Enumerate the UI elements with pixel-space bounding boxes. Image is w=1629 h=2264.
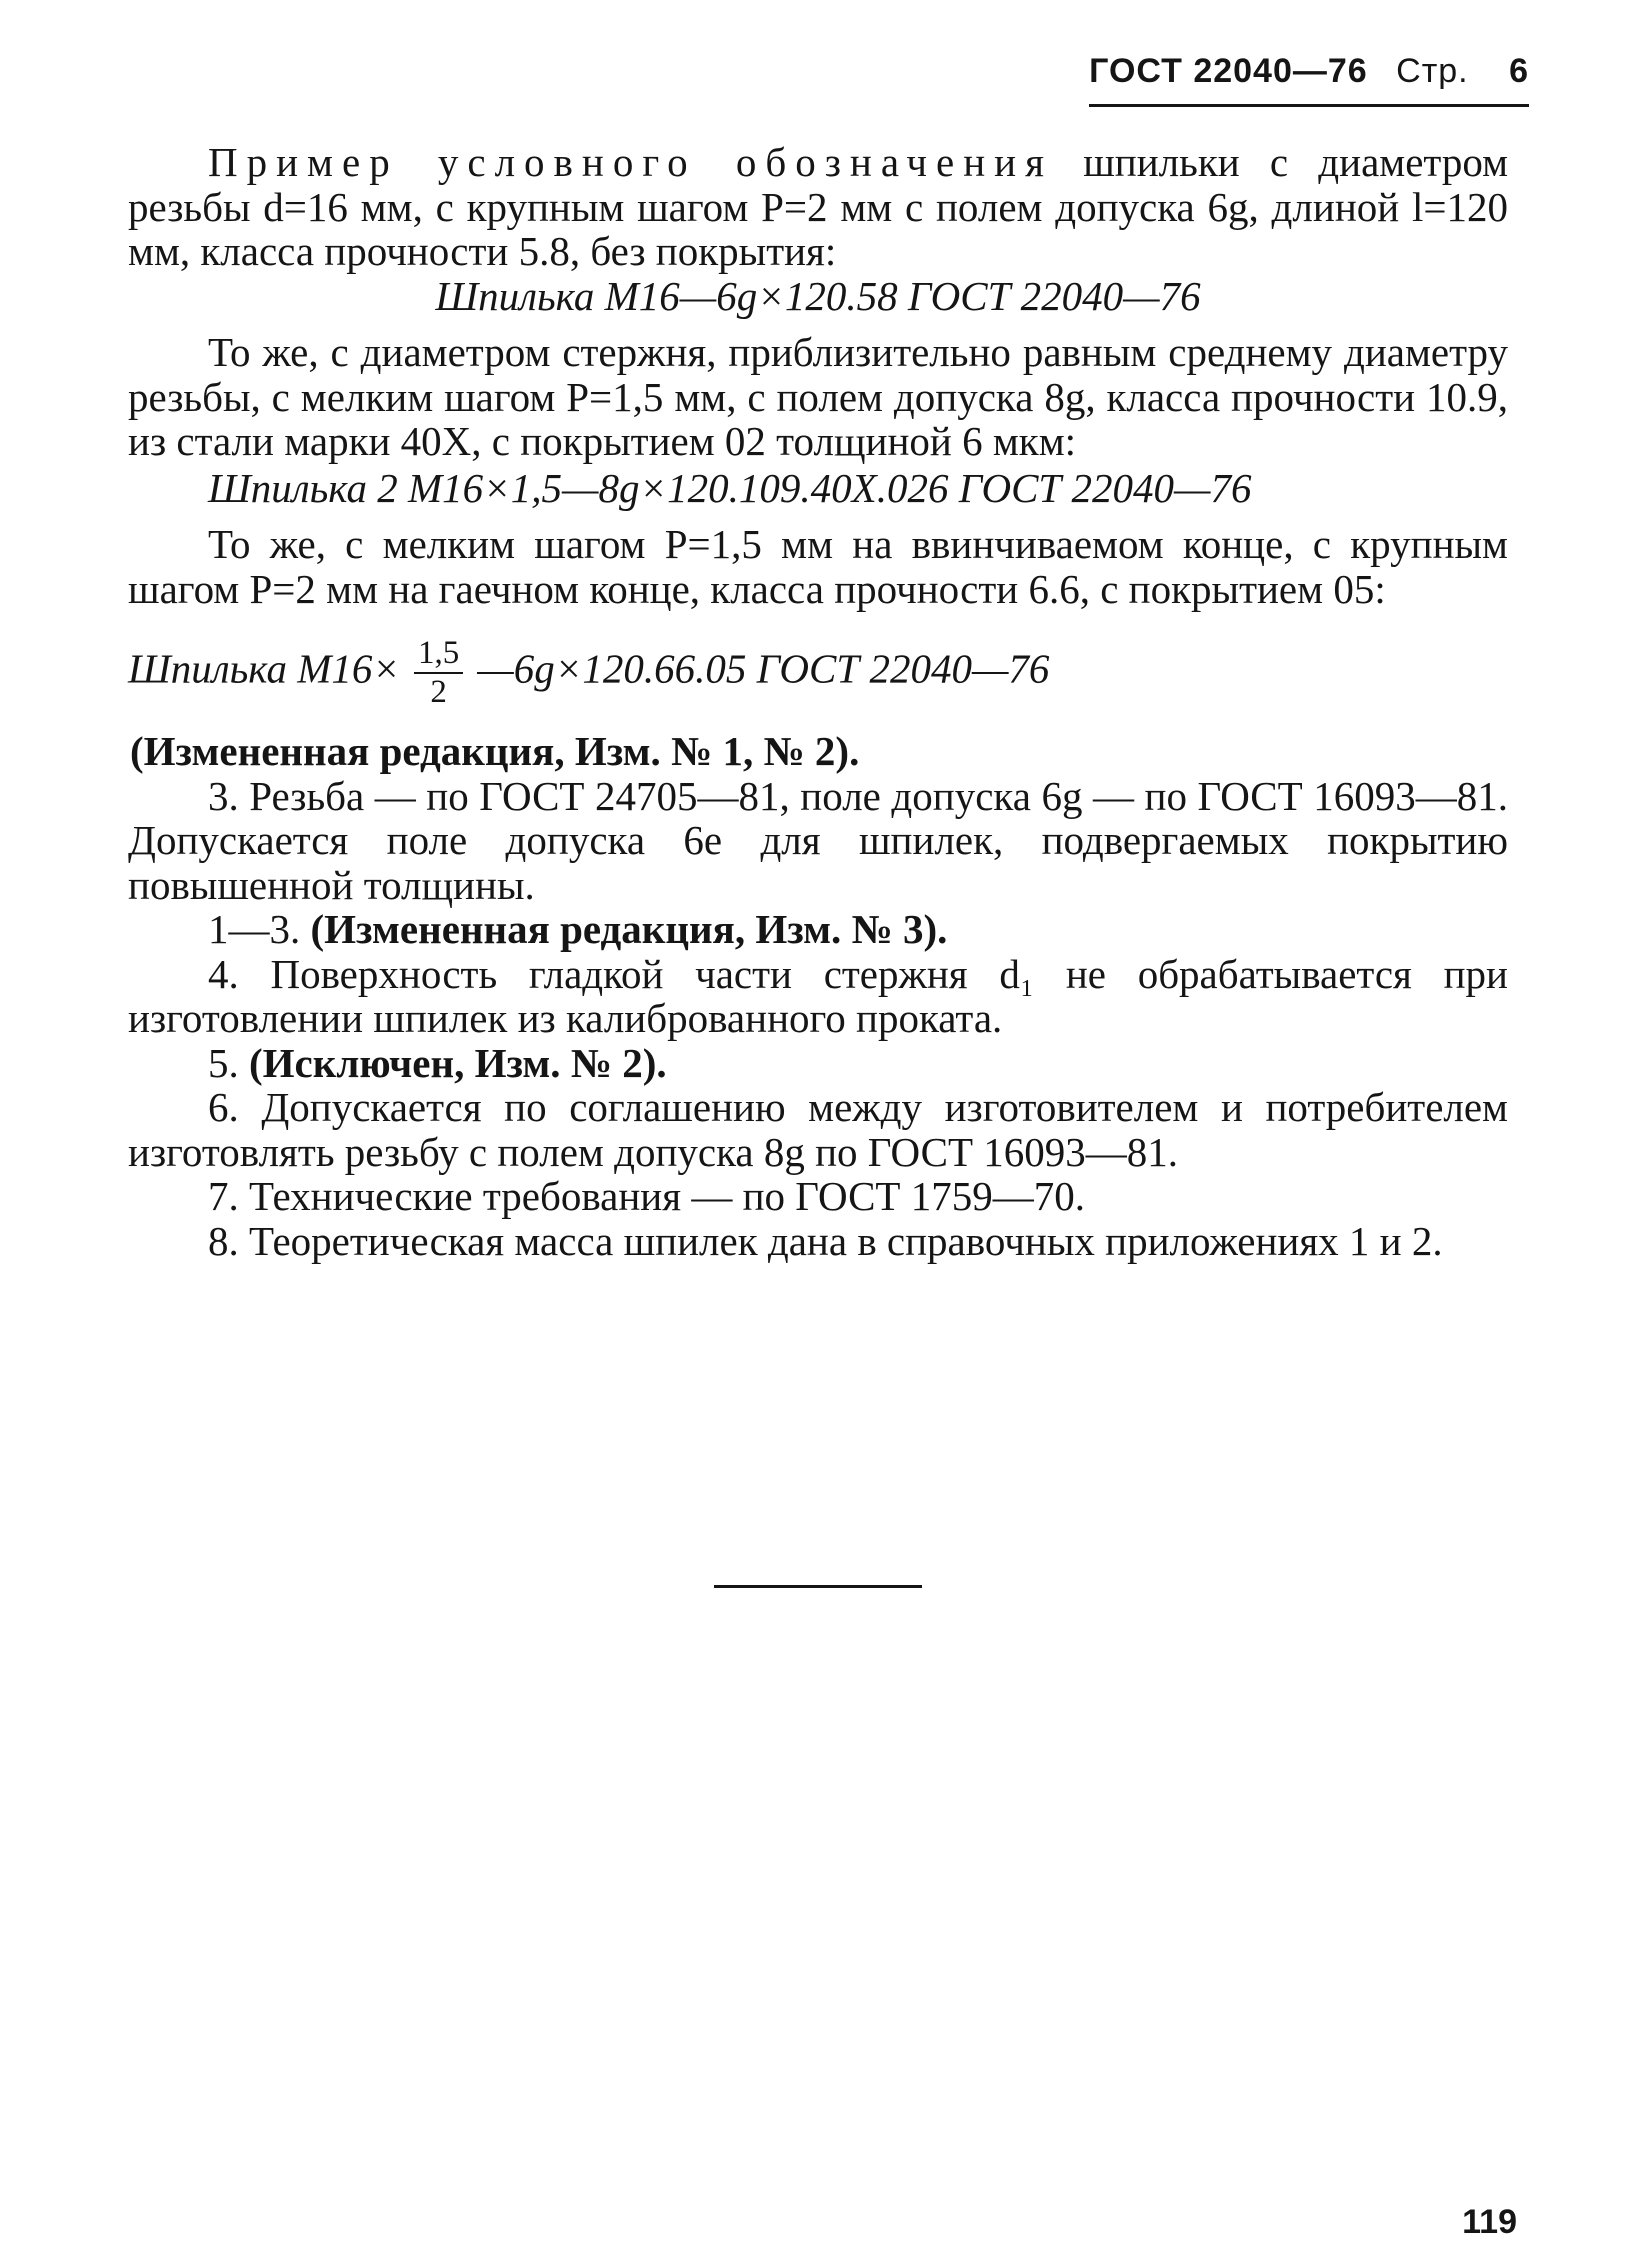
fraction-numerator: 1,5 [414,637,463,674]
item-7: 7. Технические требования — по ГОСТ 1759—70. [208,1173,1085,1219]
footer-page-number: 119 [1462,2203,1517,2241]
amendment-1-3-text: (Измененная редакция, Изм. № 3). [310,906,948,952]
item-4: 4. Поверхность гладкой части стержня d₁ не обрабатывается при изготовлении шпилек из калиброванного проката. [128,950,1508,1041]
example1-designation: Шпилька М16—6g×120.58 ГОСТ 22040—76 [435,272,1201,319]
example3-designation-suffix: —6g×120.66.05 ГОСТ 22040—76 [477,645,1050,692]
example2-designation: Шпилька 2 М16×1,5—8g×120.109.40Х.026 ГОСТ 22040—76 [208,464,1252,511]
item-5 [128,1041,1508,1086]
pitch-fraction [414,637,463,709]
amendment-1-3-prefix: 1—3. [208,906,301,952]
example3-designation [128,637,1508,709]
example2-paragraph: То же, с диаметром стержня, приблизительно равным среднему диаметру резьбы, с мелким шагом P=1,5 мм, с полем допуска 8g, класса прочности 10.9, из стали марки 40Х, с покрытием 02 толщиной 6 мкм: [128,329,1508,464]
item-5-text: (Исключен, Изм. № 2). [249,1039,667,1086]
fraction-denominator: 2 [430,674,447,710]
item-6: 6. Допускается по соглашению между изготовителем и потребителем изготовлять резьбу с полем допуска 8g по ГОСТ 16093—81. [128,1084,1508,1175]
header-page-number: 6 [1509,52,1529,90]
amendment-note-1-3 [128,907,1508,952]
header-standard: ГОСТ 22040—76 [1089,52,1368,90]
example1-paragraph [128,140,1508,274]
document-body [128,140,1508,1263]
end-rule [714,1585,922,1588]
item-5-prefix: 5. [208,1039,239,1086]
example1-text: шпильки с диаметром резьбы d=16 мм, с крупным шагом P=2 мм с полем допуска 6g, длиной l=120 мм, класса прочности 5.8, без покрытия: [128,139,1509,274]
example3-paragraph: То же, с мелким шагом P=1,5 мм на ввинчиваемом конце, с крупным шагом P=2 мм на гаечном конце, класса прочности 6.6, с покрытием 05: [128,521,1508,612]
example1-lead: Пример условного обозначения [208,139,1053,185]
header-rule [1089,104,1529,107]
example3-designation-prefix: Шпилька М16× [128,645,401,692]
item-8: 8. Теоретическая масса шпилек дана в справочных приложениях 1 и 2. [208,1217,1443,1264]
running-header [1089,52,1529,91]
amendment-note-1: (Измененная редакция, Изм. № 1, № 2). [130,728,860,774]
header-page-label: Стр. [1396,52,1469,90]
item-3: 3. Резьба — по ГОСТ 24705—81, поле допуска 6g — по ГОСТ 16093—81. Допускается поле допуска 6е для шпилек, подвергаемых покрытию повышенной толщины. [128,772,1508,908]
